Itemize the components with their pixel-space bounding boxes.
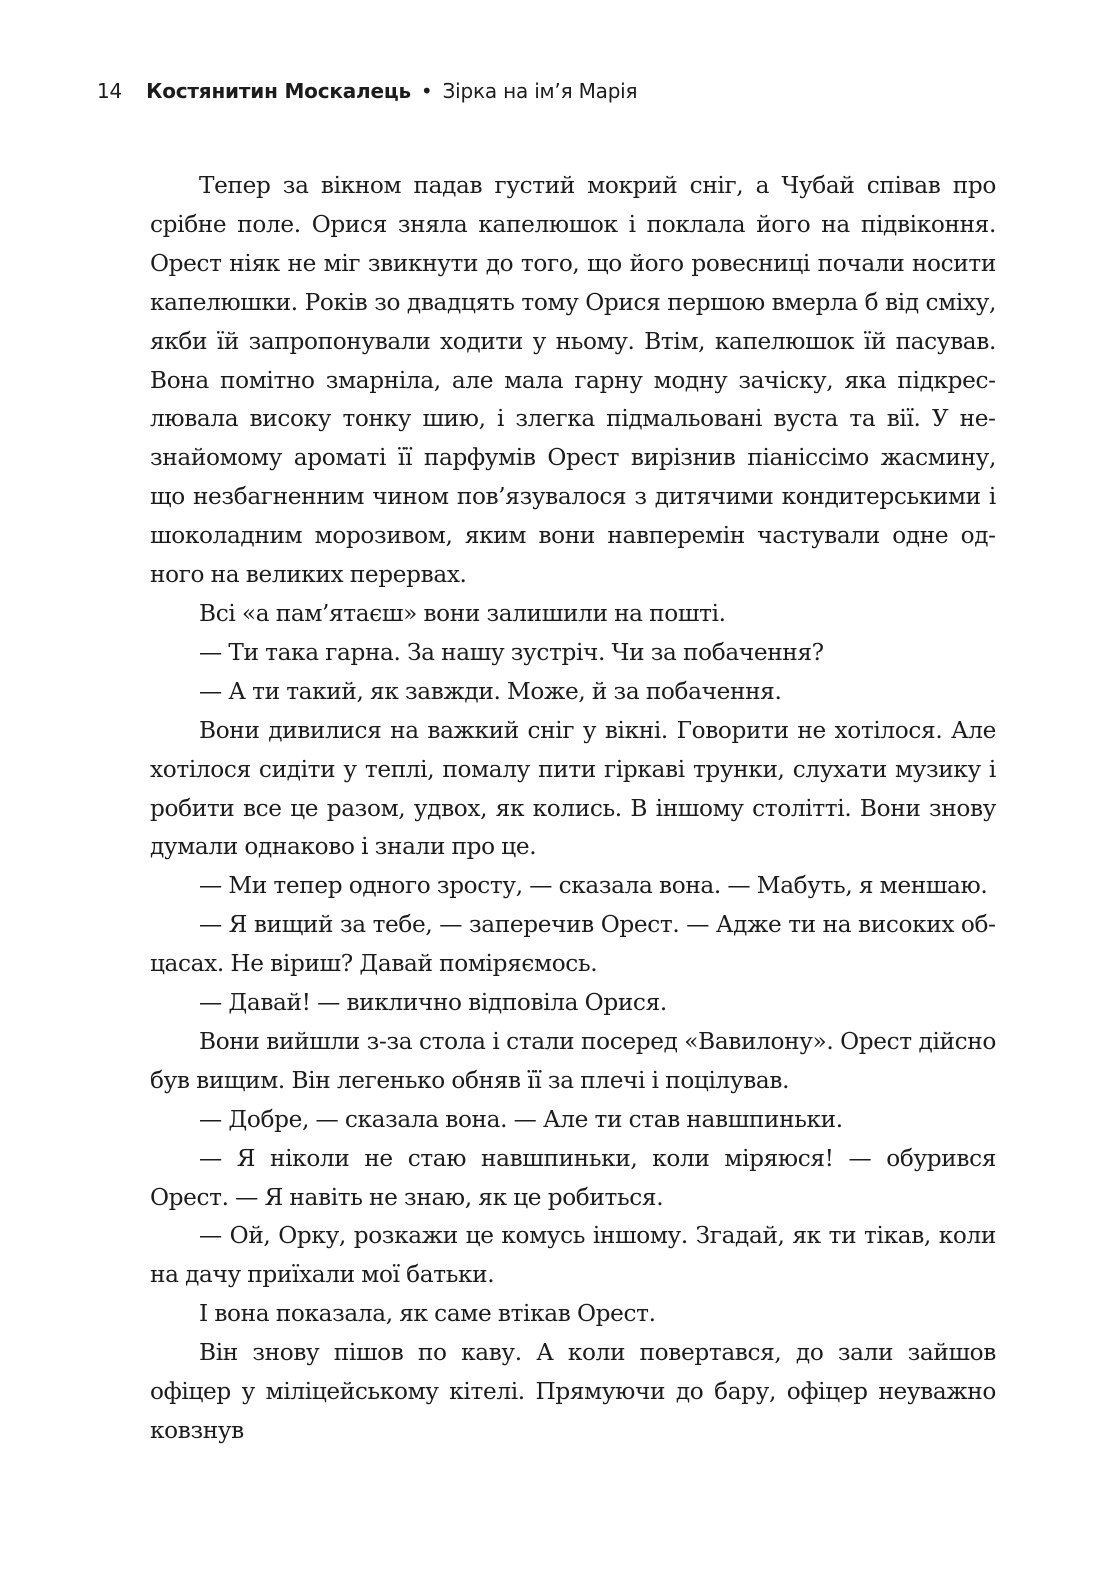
paragraph: Всі «а пам’ятаєш» вони залишили на пошті. [199,599,726,627]
paragraph: Він знову пішов по каву. А коли повертався, до зали зайшов офіцер у міліцейському кітелі. Прямуючи до бару, офіцер неуважно ковзнув [150,1339,996,1444]
page-number: 14 [97,79,123,103]
dialogue-line: — А ти такий, як завжди. Може, й за побачення. [199,677,782,705]
dialogue-line: — Добре, — сказала вона. — Але ти став навшпиньки. [199,1105,843,1133]
paragraph: Вони дивилися на важкий сніг у вікні. Говорити не хотілося. Але хотілося сидіти у теплі, помалу пити гіркаві трунки, слухати музику і робити все це разом, удвох, як колись. В іншому столітті. Вони знову думали однаково і знали про це. [150,716,996,861]
paragraph: Вони вийшли з-за стола і стали посеред «Вавилону». Орест дійсно був вищим. Він легенько обняв її за плечі і поцілував. [150,1027,996,1094]
book-title: Зірка на ім’я Марія [442,79,638,103]
dialogue-line: — Ой, Орку, розкажи це комусь іншому. Згадай, як ти тікав, коли на дачу приїхали мої батьки. [150,1222,996,1289]
author-name: Костянитин Москалець [146,79,411,103]
dialogue-line: — Я вищий за тебе, — заперечив Орест. — Адже ти на високих обцасах. Не віриш? Давай поміряємось. [150,911,996,978]
header-separator: • [420,79,433,103]
dialogue-line: — Ти така гарна. За нашу зустріч. Чи за побачення? [199,638,824,666]
dialogue-line: — Давай! — виклично відповіла Орися. [199,989,667,1017]
paragraph: І вона показала, як саме втікав Орест. [199,1300,656,1328]
dialogue-line: — Я ніколи не стаю навшпиньки, коли міряюся! — обурився Орест. — Я навіть не знаю, як це робиться. [150,1144,996,1211]
body-text [150,167,996,1451]
paragraph: Тепер за вікном падав густий мокрий сніг, а Чубай співав про срібне поле. Орися зняла капелюшок і поклала його на підвіконня. Орест ніяк не міг звикнути до того, що його ровесниці почали носити капелюшки. Років зо двадцять тому Орися першою вмерла б від сміху, якби їй запропонували ходити у ньому. Втім, капелюшок їй пасував. Вона помітно змарніла, але мала гарну модну зачіску, яка підкреслювала високу тонку шию, і злегка підмальовані вуста та вії. У незнайомому ароматі її парфумів Орест вирізнив піаніссімо жасмину, що незбагненним чином пов’язувалося з дитячими кондитерськими і шоколадним морозивом, яким вони навперемін частували одне одного на великих перервах. [150,172,996,589]
running-head [97,78,637,104]
dialogue-line: — Ми тепер одного зросту, — сказала вона. — Мабуть, я меншаю. [199,872,988,900]
